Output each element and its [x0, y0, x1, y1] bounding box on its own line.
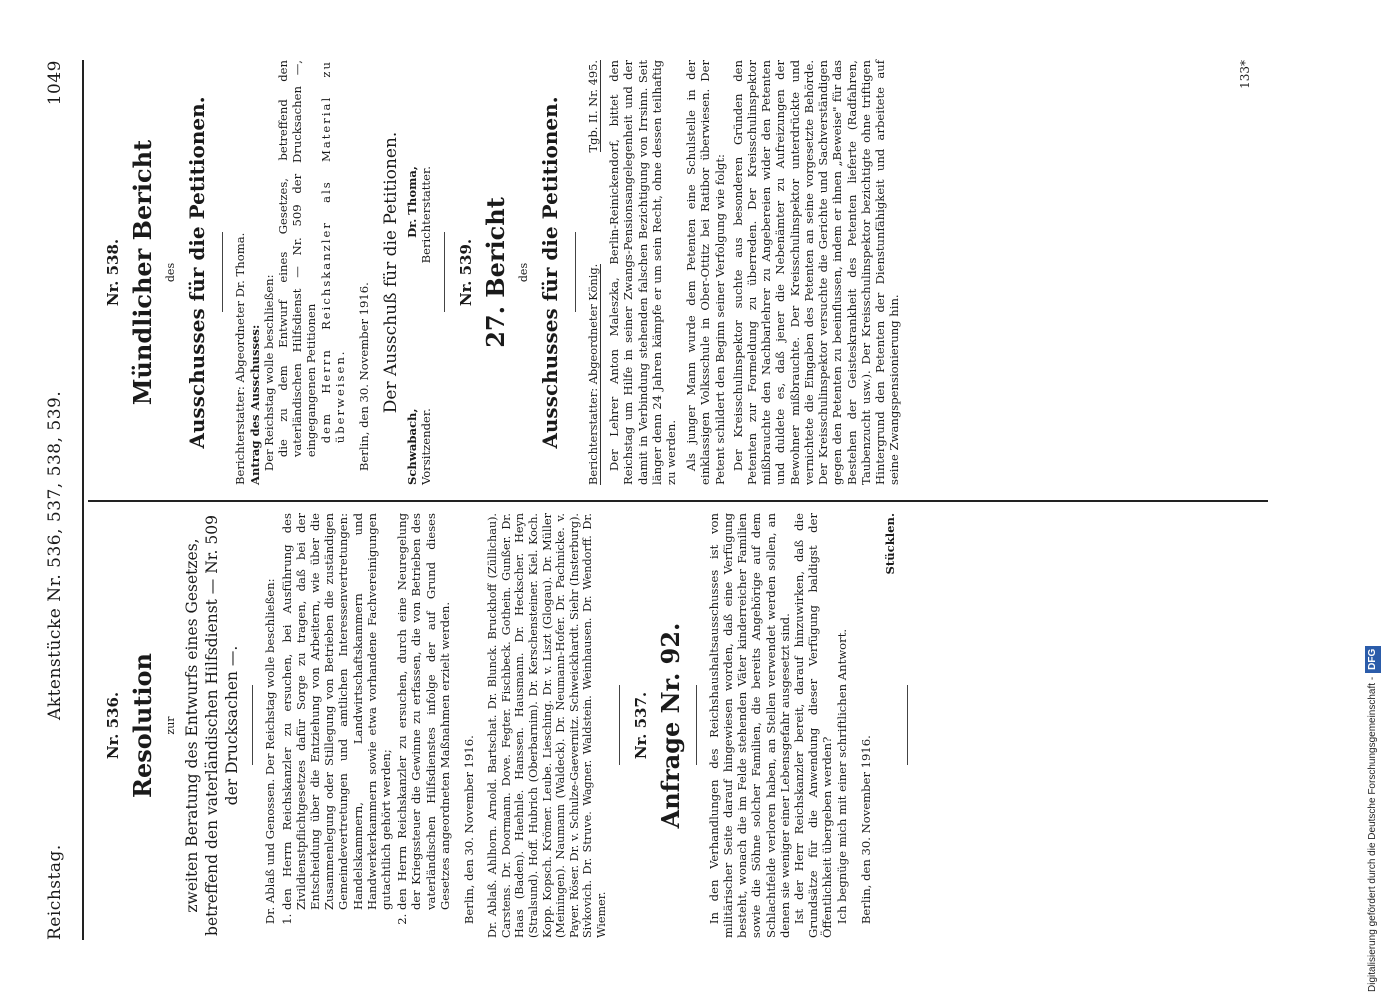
digitization-credit [1365, 8, 1381, 992]
committee-motion-heading: Antrag des Ausschusses: [247, 324, 262, 485]
section-number: Nr. 539. [456, 238, 475, 307]
report-paragraph: Der Lehrer Anton Maleszka, Berlin-Reinickendorf, bittet den Reichstag um Hilfe in seiner Zwangs-Pensionsangelegenheit und der damit in Verbindung stehenden falschen Bezichtigung von Irrsinn. Seit länger denn 24 Jahren kämpfe er um sein Recht, ohne dessen teilhaftig zu werden. [607, 60, 679, 485]
reporter-role: Berichterstatter. [419, 166, 434, 264]
chair-signature [405, 281, 433, 485]
divider [619, 686, 620, 766]
chair-name: Schwabach, [405, 408, 420, 485]
section-title: Mündlicher Bericht [128, 139, 158, 406]
reporter-row [586, 60, 601, 485]
reporter-line: Berichterstatter: Abgeordneter Dr. Thoma. [233, 232, 248, 485]
page-header [45, 60, 70, 940]
inquiry-body: Ich begnüge mich mit einer schriftlichen Antwort. [834, 628, 849, 925]
divider [575, 233, 576, 313]
section-538 [106, 60, 445, 485]
header-center: Aktenstücke Nr. 536, 537, 538, 539. [45, 390, 65, 720]
signer-name: Stücklen. [883, 513, 898, 575]
motion-body: die zu dem Entwurf eines Gesetzes, betreffend den vaterländischen Hilfsdienst — Nr. 509 der Drucksachen —, eingegangenen Petitionen [276, 60, 319, 458]
section-title: Anfrage Nr. 92. [655, 622, 685, 829]
journal-number: Tgb. II. Nr. 495. [586, 60, 601, 153]
section-subtitle: Ausschusses für die Petitionen. [185, 96, 210, 449]
motion-item: 2. den Herrn Reichskanzler zu ersuchen, durch eine Neuregelung der Kriegssteuer die Gewinne zu erfassen, die von Betrieben des vaterländischen Hilfsdienstes infolge der auf Grund dieses Gesetzes angeordneten Maßnahmen erzielt werden. [395, 513, 452, 910]
section-537 [631, 513, 909, 938]
section-title: Resolution [128, 653, 158, 798]
section-536 [106, 513, 620, 938]
dfg-logo: DFG [1365, 646, 1381, 673]
date-line: Berlin, den 30. November 1916. [462, 735, 477, 925]
report-paragraph: Der Kreisschulinspektor suchte aus besonderen Gründen den Petenten zur Formeldung zu überreden. Der Kreisschulinspektor mißbrauchte den Nachbarlehrer zu Angebereien wider den Petenten und duldete es, daß jener die Nebenämter zu Aufreizungen der Bewohner mißbrauchte. Der Kreisschulinspektor unterdrückte und vernichtete die Eingaben des Petenten an seine vorgesetzte Behörde. Der Kreisschulinspektor versuchte die Gerichte und Sachverständigen gegen den Petenten zu beeinflussen, indem er ihnen „Beweise" für das Bestehen der Geisteskrankheit des Petenten lieferte (Radfahren, Taubenzucht usw.). Der Kreisschulinspektor bezichtigte ohne triftigen Hintergrund den Petenten der Dienstunfähigkeit und arbeitete auf seine Zwangspensionierung hin. [730, 60, 902, 485]
chair-role: Vorsitzender. [419, 408, 434, 485]
section-subtitle: Ausschusses für die Petitionen. [538, 96, 563, 449]
signatories: Dr. Ablaß. Ahlhorn. Arnold. Bartschat. Dr. Blunck. Bruckhoff (Züllichau). Carstens. Dr. Doormann. Dove. Fegter. Fischbeck. Gothein. Gunßer. Dr. Haas (Baden). Haehnle. Hanssen. Hausmann. Dr. Heckscher. Heyn (Stralsund). Hoff. Hubrich (Oberbarnim). Dr. Kerschensteiner. Kiel. Koch. Kopp. Kopsch. Krömer. Leube. Liesching. Dr. v. Liszt (Glogau). Dr. Müller (Meiningen). Naumann (Waldeck). Dr. Neumann-Hofer. Dr. Pachnicke. v. Payer. Röser. Dr. v. Schulze-Gaevernitz. Schweickhardt. Siehr (Insterburg). Sivkovich. Dr. Struve. Wagner. Waldstein. Weinhausen. Dr. Wendorff. Dr. Wiemer. [486, 513, 608, 938]
motion-intro: Dr. Ablaß und Genossen. Der Reichstag wolle beschließen: [263, 578, 278, 925]
reporter-name: Dr. Thoma, [405, 166, 420, 238]
page-number: 1049 [45, 60, 65, 106]
divider [696, 686, 697, 766]
section-number: Nr. 536. [104, 691, 122, 760]
divider [252, 686, 253, 766]
signature-block [405, 60, 433, 485]
digitization-note: Digitalisierung gefördert durch die Deutsche Forschungsgemeinschaft - [1367, 676, 1378, 992]
motion-list [280, 513, 452, 938]
divider [907, 686, 908, 766]
report-paragraph: Als junger Mann wurde dem Petenten eine Schulstelle in der einklassigen Volksschule in Ober-Ottitz bei Ratibor überwiesen. Der Petent schildert den Beginn seiner Verfolgung wie folgt: [684, 60, 727, 485]
inquiry-body: Ist der Herr Reichskanzler bereit, darauf hinzuwirken, daß die Grundsätze für die Anwendung dieser Verfügung baldigst der Öffentlichkeit übergeben werden? [792, 513, 835, 938]
inquiry-body: In den Verhandlungen des Reichshaushaltsausschusses ist von militärischer Seite darauf hingewiesen worden, daß eine Verfügung besteht, wonach die im Felde stehenden Väter kinderreicher Familien sowie die Söhne solcher Familien, die bereits Angehörige auf dem Schlachtfelde verloren haben, an Stellen verwendet werden sollen, an denen sie weniger einer Lebensgefahr ausgesetzt sind. [706, 513, 792, 938]
right-column [92, 60, 901, 485]
section-subtitle: zweiten Beratung des Entwurfs eines Gesetzes, betreffend den vaterländischen Hilfsdienst — Nr. 509 der Drucksachen —. [183, 515, 242, 936]
date-line: Berlin, den 30. November 1916. [858, 735, 873, 925]
section-connector: des [164, 262, 178, 283]
header-rule [82, 60, 84, 940]
reporter-line: Berichterstatter: Abgeordneter König. [586, 263, 601, 485]
date-line: Berlin, den 30. November 1916. [357, 282, 372, 472]
section-number: Nr. 537. [631, 691, 650, 760]
header-left: Reichstag. [45, 844, 65, 940]
divider [222, 233, 223, 313]
section-number: Nr. 538. [104, 238, 122, 307]
motion-intro: Der Reichstag wolle beschließen: [261, 274, 276, 472]
committee-name: Der Ausschuß für die Petitionen. [381, 131, 402, 414]
page-signature: 133* [1238, 60, 1252, 89]
section-title: 27. Bericht [480, 197, 510, 348]
reporter-signature [405, 60, 433, 264]
divider [444, 233, 445, 313]
section-connector: des [516, 262, 530, 283]
column-divider [88, 500, 1268, 502]
left-column [92, 513, 918, 938]
motion-item: 1. den Herrn Reichskanzler zu ersuchen, bei Ausführung des Zivildienstpflichtgesetzes dafür Sorge zu tragen, daß bei der Entscheidung über die Entziehung von Arbeitern, wie über die Zusammenlegung oder Stillegung von Betrieben die zuständigen Gemeindevertretungen und amtlichen Interessenvertretungen: Handelskammern, Landwirtschaftskammern und Handwerkerkammern sowie etwa vorhandene Fachvereinigungen gutachtlich gehört werden; [280, 513, 394, 910]
section-connector: zur [164, 716, 178, 735]
motion-resolution: dem Herrn Reichskanzler als Material zu überweisen. [318, 60, 347, 444]
section-539 [456, 60, 902, 485]
